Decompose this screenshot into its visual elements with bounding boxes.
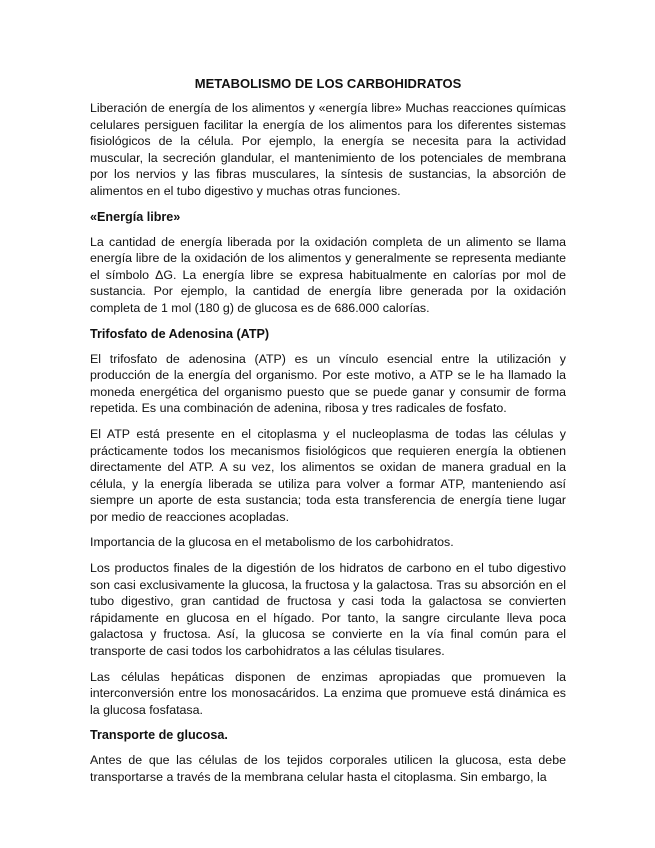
paragraph-hepatic-cells: Las células hepáticas disponen de enzimas apropiadas que promueven la interconversión entre los monosacáridos. La enzima que promueve está dinámica es la glucosa fosfatasa. <box>90 669 566 717</box>
heading-free-energy: «Energía libre» <box>90 209 181 224</box>
paragraph-atp-presence: El ATP está presente en el citoplasma y el nucleoplasma de todas las células y prácticamente todos los mecanismos fisiológicos que requieren energía la obtienen directamente del ATP. A su vez, los alimentos se oxidan de manera gradual en la célula, y la energía liberada se utiliza para volver a formar ATP, manteniendo así siempre un aporte de esta sustancia; toda esta transferencia de energía tiene lugar por medio de reacciones acopladas. <box>90 426 566 524</box>
paragraph-atp-definition: El trifosfato de adenosina (ATP) es un vínculo esencial entre la utilización y producción de la energía del organismo. Por este motivo, a ATP se le ha llamado la moneda energética del organismo puesto que se puede ganar y consumir de forma repetida. Es una combinación de adenina, ribosa y tres radicales de fosfato. <box>90 351 566 416</box>
paragraph-glucose-transport: Antes de que las células de los tejidos corporales utilicen la glucosa, esta debe transportarse a través de la membrana celular hasta el citoplasma. Sin embargo, la <box>90 753 566 784</box>
heading-atp: Trifosfato de Adenosina (ATP) <box>90 326 270 341</box>
paragraph-digestion-products: Los productos finales de la digestión de los hidratos de carbono en el tubo digestivo son casi exclusivamente la glucosa, la fructosa y la galactosa. Tras su absorción en el tubo digestivo, gran cantidad de fructosa y casi toda la galactosa se convierten rápidamente en glucosa en el hígado. Por tanto, la sangre circulante lleva poca galactosa y fructosa. Así, la glucosa se convierte en la vía final común para el transporte de casi todos los carbohidratos a las células tisulares. <box>90 561 566 659</box>
paragraph-free-energy: La cantidad de energía liberada por la oxidación completa de un alimento se llama energía libre de la oxidación de los alimentos y generalmente se representa mediante el símbolo ΔG. La energía libre se expresa habitualmente en calorías por mol de sustancia. Por ejemplo, la cantidad de energía libre generada por la oxidación completa de 1 mol (180 g) de glucosa es de 686.000 calorías. <box>90 234 566 315</box>
paragraph-glucose-importance: Importancia de la glucosa en el metabolismo de los carbohidratos. <box>90 535 454 550</box>
paragraph-energy-release: Liberación de energía de los alimentos y «energía libre» Muchas reacciones químicas celulares persiguen facilitar la energía de los alimentos para los diferentes sistemas fisiológicos de la célula. Por ejemplo, la energía se necesita para la actividad muscular, la secreción glandular, el mantenimiento de los potenciales de membrana por los nervios y las fibras musculares, la síntesis de sustancias, la absorción de alimentos en el tubo digestivo y muchas otras funciones. <box>90 101 566 198</box>
document-page <box>90 76 566 795</box>
document-title: METABOLISMO DE LOS CARBOHIDRATOS <box>194 76 462 91</box>
heading-glucose-transport: Transporte de glucosa. <box>90 728 228 743</box>
